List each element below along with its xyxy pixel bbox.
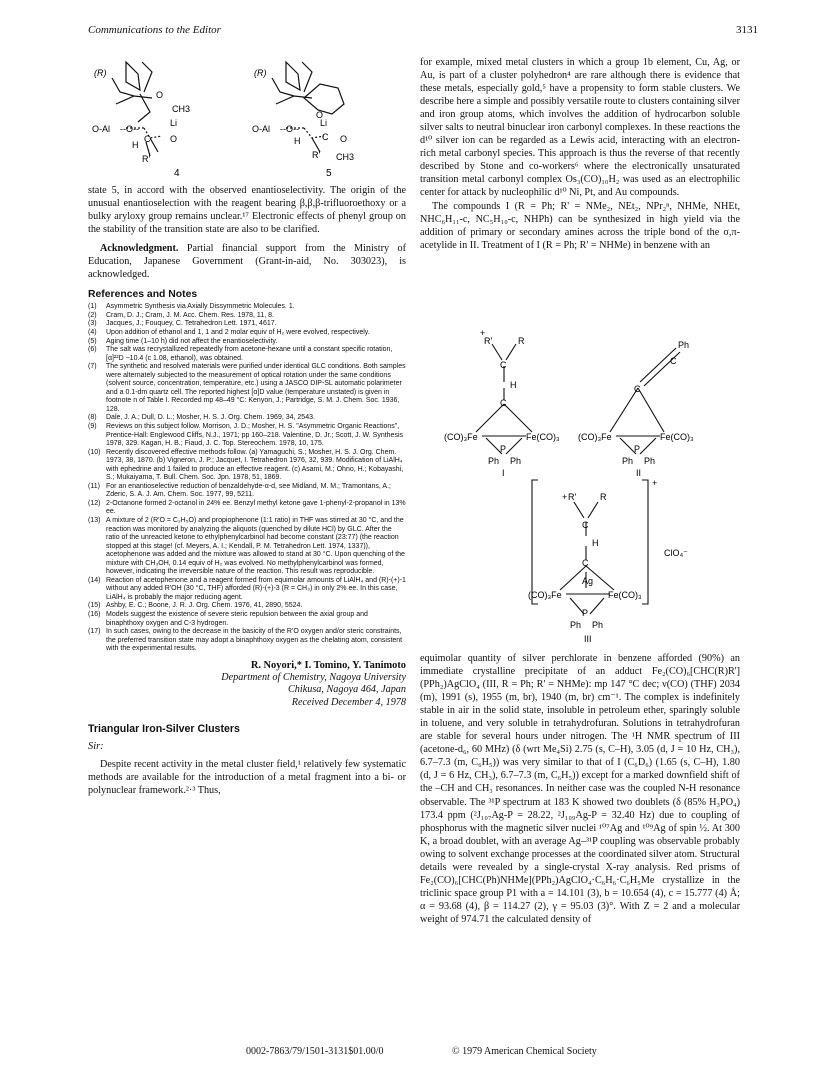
atom-Li: Li [170, 118, 178, 128]
transition-state-scheme [86, 52, 406, 180]
reference-number: (13) [88, 517, 101, 524]
article-title: Triangular Iron-Silver Clusters [88, 722, 240, 735]
atom-R: R [518, 336, 525, 346]
footer-copyright: © 1979 American Chemical Society [452, 1046, 597, 1057]
atom-CH3: CH3 [172, 104, 191, 114]
reference-text: 2-Octanone formed 2-octanol in 24% ee. Benzyl methyl ketone gave 1-phenyl-2-propanol in 13% ee. [106, 499, 406, 516]
phenyl: Ph [644, 456, 656, 466]
compound-label-I: I [502, 468, 505, 478]
reference-item [88, 483, 406, 500]
reference-item [88, 449, 406, 483]
reference-text: Models suggest the existence of severe steric repulsion between the axial group and binaphthoxy oxygen and C-3 hydrogen. [106, 611, 368, 627]
paragraph: The compounds I (R = Ph; R' = NMe₂, NEt₂, NPr₂ⁿ, NHMe, NHEt, NHC₆H₁₁-c, NC₅H₁₀-c, NHPh) can be synthesized in high yield via the addition of primary or secondary amines across the triple bond of the σ,π-acetylide in II. Treatment of I (R = Ph; R' = NHMe) in benzene with an [420, 200, 740, 251]
reference-text: Recently discovered effective methods follow. (a) Yamaguchi, S.; Mosher, H. S. J. Org. Chem. 1973, 38, 1870. (b) Vigneron, J. P.; Jacquet, I. Tetrahedron 1976, 32, 939. Modification of LiAlH₄ with ephedrine and 1 failed to produce an effective reagent. (c) Asami, M.; Ohno, H.; Kobayashi, S.; Mukaiyama, T. Bull. Chem. Soc. Jpn. 1978, 51, 1869. [106, 448, 404, 482]
charge-plus: + [480, 328, 486, 338]
reference-item [88, 611, 406, 628]
phenyl: Ph [488, 456, 500, 466]
atom-C: C [634, 384, 641, 394]
paragraph: equimolar quantity of silver perchlorate in benzene afforded (90%) an immediate crystalline precipitate of an adduct Fe₂(CO)₆[CHC(R)R'](PPh₂)AgClO₄ (III, R = Ph; R' = NHMe): mp 147 °C dec; ν(CO) (THF) 2034 (m), 1991 (s), 1955 (m, br), 1940 (m, br) cm⁻¹. The complex is indefinitely stable in air in the solid state, insoluble in petroleum ether, sparingly soluble in toluene, and very soluble in tetrahydrofuran. Solutions in tetrahydrofuran are stable for several hours under nitrogen. The ¹H NMR spectrum of III (acetone-d₆, 60 MHz) (δ (wrt Me₄Si) 2.75 (s, C–H), 3.05 (d, J = 10 Hz, CH₃), 6.7–7.3 (m, C₆H₅)) was very similar to that of I (C₆D₆) (1.65 (s, C–H), 1.80 (d, J = 6 Hz, CH₃), 6.7–7.3 (m, C₆H₅)) except for a marked downfield shift of the –CH and CH₃ resonances. In neither case was the coupled N-H resonance observable. The ³¹P spectrum at 183 K showed two doublets (δ (85% H₃PO₄) 173.4 ppm (²J₁₀₇Ag-P = 28.22, ²J₁₀₉Ag-P = 32.40 Hz) due to coupling of phosphorus with the magnetic silver nuclei ¹⁰⁷Ag and ¹⁰⁹Ag of spin ½. At 300 K, a broad doublet, with an average Ag–³¹P coupling was observable probably owing to solvent exchange processes at the coordinated silver atom. Structural details were revealed by a single-crystal X-ray analysis. Red prisms of Fe₂(CO)₆[CHC(Ph)NHMe](PPh₂)AgClO₄·C₆H₆·C₆H₅Me crystallize in the triclinic space group P1 with a = 14.101 (3), b = 10.654 (4), c = 15.777 (4) Å; α = 93.68 (4), β = 114.27 (2), γ = 95.03 (3)°. With Z = 2 and a molecular weight of 974.71 the calculated density of [420, 653, 740, 925]
atom-H: H [294, 136, 301, 146]
reference-number: (7) [88, 363, 97, 371]
reference-text: Jacques, J.; Fouquey, C. Tetrahedron Lett. 1971, 4617. [106, 320, 277, 328]
references-heading: References and Notes [88, 289, 198, 301]
compound-label-5: 5 [326, 168, 332, 179]
reference-number: (16) [88, 611, 101, 619]
atom-R-prime: R' [568, 492, 577, 502]
atom-OAl: O-Al [252, 124, 270, 134]
reference-item [88, 423, 406, 449]
atom-OAl: O-Al [92, 124, 110, 134]
iron-carbonyl: (CO)₃Fe [578, 432, 612, 442]
salutation: Sir: [88, 740, 104, 752]
atom-O: O [156, 90, 164, 100]
atom-R-prime: R' [484, 336, 493, 346]
iron-carbonyl: Fe(CO)₃ [526, 432, 560, 442]
phenyl: Ph [622, 456, 634, 466]
reference-text: The synthetic and resolved materials were purified under identical GLC conditions. Both samples were alternately subjected to the measurement of optical rotation under the same conditions (solvent source, concentration, temperature, etc.) using a JASCO DIP-SL automatic polarimeter and a 0.1-dm quartz cell. The reported highest [α]D value (temperature unstated) is given in footnote n of Table I. Recorded mp 48–49 °C: Kenyon, J.; Partridge, S. M. J. Chem. Soc. 1936, 128. [106, 363, 406, 413]
reference-item [88, 329, 406, 338]
left-column [88, 184, 406, 797]
reference-number: (11) [88, 482, 100, 490]
atom-H: H [592, 538, 599, 548]
compound-label-III: III [584, 634, 592, 644]
reference-item [88, 500, 406, 517]
affiliation-department: Department of Chemistry, Nagoya University [221, 671, 406, 683]
reference-text: The salt was recrystallized repeatedly from acetone-hexane until a constant specific rotation, [α]²²D −10.4 (c 1.08, ethanol), was obtained. [106, 346, 393, 362]
charge-plus: + [652, 478, 658, 488]
references-list [88, 303, 406, 653]
reference-item [88, 320, 406, 329]
atom-R-prime: R' [142, 154, 151, 164]
atom-P: P [582, 608, 589, 618]
reference-text: A mixture of 2 (R'O = C₂H₅O) and propiophenone (1:1 ratio) in THF was stirred at 30 °C, and the reaction was monitored by analyzing the aliquots (quenched by dilute HCl) by GLC. After the ratio of the unreacted ketone to ethylphenylcarbinol had become constant (23:77) (the reaction stopped at this stage! (cf. Meyers, A. I.; Kendall, P. M. Tetrahedron Lett. 1974, 1337)), acetophenone was added and the mixture was allowed to stand at 30 °C. Upon quenching of the mixture with CH₃OH, 0.14 equiv of H₂ was evolved. No methylphenylcarbinol was formed, however, indicating the irreversible nature of the reaction. This result was reproducible. [106, 517, 405, 576]
structure-scheme-I-II [430, 324, 740, 478]
reference-number: (6) [88, 346, 97, 354]
reference-item [88, 602, 406, 611]
paragraph: Despite recent activity in the metal cluster field,¹ relatively few systematic methods are available for the introduction of a metal fragment into a bi- or polynuclear framework.²·³ Thus, [88, 758, 406, 797]
acknowledgment-heading: Acknowledgment. [100, 243, 179, 255]
reference-item [88, 312, 406, 321]
phenyl: Ph [678, 340, 690, 350]
reference-number: (10) [88, 448, 101, 456]
reference-text: Dale, J. A.; Dull, D. L.; Mosher, H. S. J. Org. Chem. 1969, 34, 2543. [106, 414, 315, 422]
atom-C: C [582, 520, 589, 530]
reference-number: (2) [88, 311, 97, 319]
charge-plus: + [562, 492, 568, 502]
received-date: Received December 4, 1978 [291, 696, 406, 708]
label-R-right: (R) [254, 68, 267, 78]
perchlorate-anion: ClO₄⁻ [664, 548, 688, 558]
atom-H: H [132, 140, 139, 150]
reference-item [88, 414, 406, 423]
reference-text: Ashby, E. C.; Boone, J. R. J. Org. Chem. 1976, 41, 2890, 5524. [106, 602, 303, 610]
structure-scheme-III [530, 476, 710, 644]
compound-label-II: II [636, 468, 642, 478]
reference-item [88, 346, 406, 363]
footer-code: 0002-7863/79/1501-3131$01.00/0 [246, 1046, 384, 1057]
atom-O: O [316, 110, 324, 120]
acknowledgment-text: Partial financial support from the Ministry of Education, Japanese Government (Grant-in-aid, No. 303023), is acknowledged. [88, 243, 406, 281]
phenyl: Ph [570, 620, 582, 630]
iron-carbonyl: (CO)₃Fe [528, 590, 562, 600]
reference-number: (4) [88, 328, 97, 336]
reference-text: Reaction of acetophenone and a reagent formed from equimolar amounts of LiAlH₄ and (R)-(+)-1 without any added R'OH (30 °C, THF) afforded (R)-(+)-3 (R = CH₃) in only 2% ee. In this case, LiAlH₄ is probably the major reducing agent. [106, 576, 406, 601]
atom-O: --O-- [120, 124, 139, 134]
iron-carbonyl: Fe(CO)₃ [660, 432, 694, 442]
reference-text: For an enantioselective reduction of benzaldehyde-α-d, see Midland, M. M.; Tramontans, A.; Zderic, S. A. J. Am. Chem. Soc. 1977, 99, 5211. [106, 482, 391, 499]
atom-C: C [144, 134, 151, 144]
atom-Ag: Ag [582, 576, 594, 586]
atom-P: P [500, 444, 507, 454]
right-column-lower [420, 652, 740, 926]
reference-number: (9) [88, 422, 97, 430]
reference-number: (3) [88, 320, 97, 328]
reference-text: Upon addition of ethanol and 1, 1 and 2 molar equiv of H₂ were evolved, respectively. [106, 328, 370, 336]
running-header: Communications to the Editor [88, 24, 221, 36]
atom-O: O [340, 134, 348, 144]
acknowledgment [88, 242, 406, 281]
right-column [420, 56, 740, 252]
atom-C: C [322, 132, 329, 142]
reference-item [88, 577, 406, 603]
author-names: R. Noyori,* I. Tomino, Y. Tanimoto [250, 659, 406, 671]
atom-H: H [510, 380, 517, 390]
iron-carbonyl: Fe(CO)₃ [608, 590, 642, 600]
atom-CH3: CH3 [336, 152, 355, 162]
reference-text: Cram, D. J.; Cram, J. M. Acc. Chem. Res. 1978, 11, 8. [106, 311, 274, 319]
compound-label-4: 4 [174, 168, 180, 179]
phenyl: Ph [510, 456, 522, 466]
atom-C: C [670, 356, 677, 366]
reference-text: Asymmetric Synthesis via Axially Dissymmetric Molecules. 1. [106, 303, 295, 311]
reference-item [88, 338, 406, 347]
reference-text: Aging time (1–10 h) did not affect the enantioselectivity. [106, 337, 278, 345]
reference-text: In such cases, owing to the decrease in the basicity of the R'O oxygen and/or steric constraints, the preferred transition state may adopt a binaphthoxy oxygen as the chelating atom, consistent with the experimental results. [106, 628, 403, 653]
reference-number: (1) [88, 303, 97, 311]
paragraph: state 5, in accord with the observed enantioselectivity. The origin of the unusual enantioselection with the reagent bearing β,β,β-trifluoroethoxy or a bulky aryloxy group remains unclear.¹⁷ Electronic effects of phenyl group on the stability of the transition state are also to be clarified. [88, 185, 406, 236]
atom-O: --O-- [280, 124, 299, 134]
atom-R: R [600, 492, 607, 502]
reference-number: (12) [88, 499, 101, 507]
reference-number: (8) [88, 414, 97, 422]
affiliation-city: Chikusa, Nagoya 464, Japan [288, 684, 406, 696]
reference-item [88, 628, 406, 654]
page-number: 3131 [736, 24, 758, 36]
atom-C: C [582, 558, 589, 568]
paragraph: for example, mixed metal clusters in which a group 1b element, Cu, Ag, or Au, is part of a cluster polyhedron⁴ are rare although there is evidence that these metals, especially gold,⁵ have a propensity to form stable clusters. We describe here a simple and possibly versatile route to clusters containing silver and iron group atoms, which involves the addition of hydrocarbon soluble silver salts to neutral binuclear iron carbonyl complexes. In these reactions the d¹⁰ silver ion can be regarded as a Lewis acid, interacting with an electron-rich metal carbonyl species. This approach is thus the reverse of that recently described by Stone and co-workers⁶ where the electronically unsaturated transition metal carbonyl complex Os₃(CO)₁₀H₂ was used as an electrophilic center for attack by nucleophilic d¹⁰ Ni, Pt, and Au compounds. [420, 57, 740, 199]
reference-item [88, 303, 406, 312]
atom-Li: Li [320, 118, 328, 128]
atom-C: C [500, 360, 507, 370]
reference-number: (15) [88, 602, 101, 610]
atom-R-prime: R' [312, 150, 321, 160]
atom-O: O [170, 134, 178, 144]
atom-P: P [634, 444, 641, 454]
reference-number: (17) [88, 628, 101, 636]
label-R-left: (R) [94, 68, 107, 78]
reference-text: Reviews on this subject follow. Morrison, J. D.; Mosher, H. S. "Asymmetric Organic Reactions", Prentice-Hall: Englewood Cliffs, N.J., 1971; pp 160–218. Valentine, D. Jr.; Scott, J. W. Synthesis 1978, 329. Kagan, H. B.; Fiaud, J. C. Top. Stereochem. 1978, 10, 175. [106, 422, 404, 448]
reference-number: (14) [88, 576, 101, 584]
atom-C: C [500, 398, 507, 408]
reference-item [88, 517, 406, 577]
phenyl: Ph [592, 620, 604, 630]
reference-item [88, 363, 406, 414]
reference-number: (5) [88, 337, 97, 345]
iron-carbonyl: (CO)₃Fe [444, 432, 478, 442]
